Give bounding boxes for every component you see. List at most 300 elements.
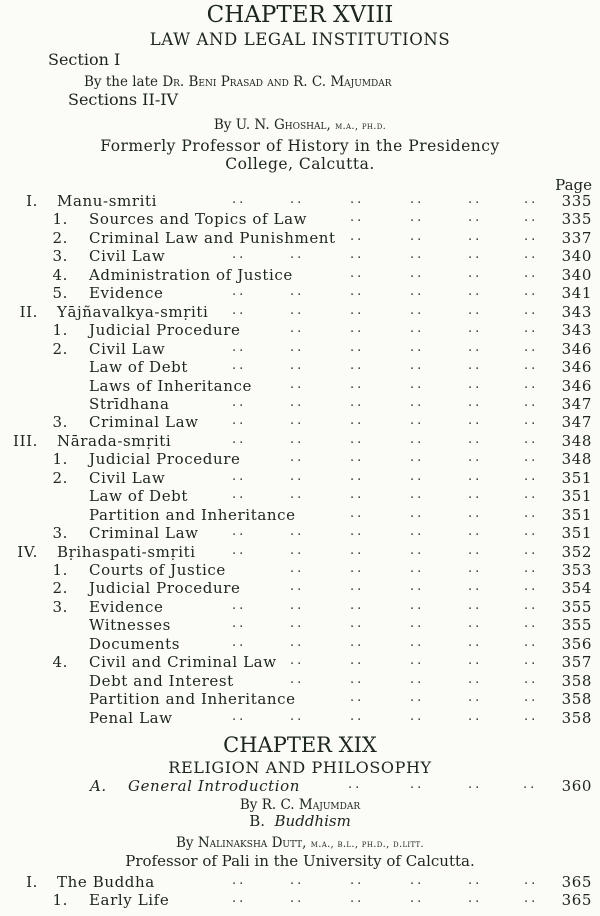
leader-dots: .. bbox=[468, 321, 483, 337]
entry-number: 5. bbox=[52, 284, 68, 303]
page-number: 348 bbox=[561, 450, 592, 469]
chapter-18-subtitle: LAW AND LEGAL INSTITUTIONS bbox=[149, 30, 451, 49]
toc-entry[interactable] bbox=[0, 192, 600, 210]
leader-dots: .. bbox=[350, 524, 365, 540]
leader-dots: .. bbox=[232, 597, 247, 613]
entry-title: Manu-smriti bbox=[57, 192, 158, 210]
leader-dots: .. bbox=[468, 394, 483, 410]
leader-dots: .. bbox=[232, 431, 247, 447]
degrees: m.a., ph.d. bbox=[335, 121, 387, 132]
toc-entry[interactable] bbox=[0, 891, 600, 909]
entry-number: 3. bbox=[52, 247, 68, 266]
toc-entry[interactable] bbox=[0, 579, 600, 597]
page-number: 340 bbox=[561, 265, 592, 284]
leader-dots: .. bbox=[468, 284, 483, 300]
page-number: 352 bbox=[561, 542, 592, 561]
leader-dots: .. bbox=[350, 579, 365, 595]
leader-dots: .. bbox=[410, 450, 425, 466]
entry-title: Civil Law bbox=[89, 247, 166, 266]
leader-dots: .. bbox=[410, 431, 425, 447]
leader-dots: .. bbox=[350, 891, 365, 907]
leader-dots: .. bbox=[468, 708, 483, 724]
toc-entry[interactable] bbox=[0, 321, 600, 339]
leader-dots: .. bbox=[350, 616, 365, 632]
toc-entry[interactable] bbox=[0, 303, 600, 321]
leader-dots: .. bbox=[524, 690, 539, 706]
leader-dots: .. bbox=[410, 413, 425, 429]
leader-dots: .. bbox=[524, 542, 539, 558]
leader-dots: .. bbox=[410, 468, 425, 484]
leader-dots: .. bbox=[290, 671, 305, 687]
entry-title: Criminal Law and Punishment bbox=[89, 228, 336, 247]
entry-title: The Buddha bbox=[57, 873, 155, 891]
leader-dots: .. bbox=[350, 542, 365, 558]
leader-dots: .. bbox=[524, 265, 539, 281]
leader-dots: .. bbox=[232, 413, 247, 429]
toc-entry[interactable] bbox=[0, 229, 600, 247]
by-label: By R. C. bbox=[239, 797, 295, 813]
leader-dots: .. bbox=[410, 228, 425, 244]
leader-dots: .. bbox=[468, 431, 483, 447]
leader-dots: .. bbox=[232, 634, 247, 650]
leader-dots: .. bbox=[350, 339, 365, 355]
leader-dots: .. bbox=[524, 634, 539, 650]
leader-dots: .. bbox=[232, 192, 247, 207]
toc-entry[interactable] bbox=[0, 873, 600, 891]
leader-dots: .. bbox=[524, 358, 539, 374]
leader-dots: .. bbox=[350, 358, 365, 374]
toc-entry[interactable] bbox=[0, 561, 600, 579]
part-label: A. bbox=[90, 777, 107, 795]
leader-dots: .. bbox=[524, 873, 539, 888]
section-1-heading: Section I bbox=[48, 50, 121, 69]
leader-dots: .. bbox=[524, 376, 539, 392]
part-b-heading bbox=[0, 812, 600, 830]
affiliation-line-2: College, Calcutta. bbox=[225, 155, 375, 173]
toc-entry[interactable] bbox=[0, 709, 600, 727]
entry-number: IV. bbox=[17, 542, 38, 561]
page-number: 358 bbox=[561, 690, 592, 709]
leader-dots: .. bbox=[290, 487, 305, 503]
leader-dots: .. bbox=[350, 210, 365, 226]
leader-dots: .. bbox=[290, 358, 305, 374]
leader-dots: .. bbox=[468, 616, 483, 632]
leader-dots: .. bbox=[290, 708, 305, 724]
leader-dots: .. bbox=[468, 597, 483, 613]
by-label: By the late bbox=[84, 74, 159, 90]
chapter-18-title: CHAPTER XVIII bbox=[206, 2, 394, 28]
leader-dots: .. bbox=[524, 302, 539, 318]
page-number: 335 bbox=[561, 210, 592, 229]
entry-title: Bṛihaspati-smṛiti bbox=[57, 542, 196, 561]
leader-dots: .. bbox=[524, 487, 539, 503]
entry-title: Civil Law bbox=[89, 339, 166, 358]
leader-dots: .. bbox=[524, 210, 539, 226]
leader-dots: .. bbox=[350, 873, 365, 888]
leader-dots: .. bbox=[290, 597, 305, 613]
leader-dots: .. bbox=[524, 524, 539, 540]
leader-dots: .. bbox=[290, 321, 305, 337]
page-number: 351 bbox=[561, 524, 592, 543]
entry-number: 4. bbox=[52, 265, 68, 284]
leader-dots: .. bbox=[290, 192, 305, 207]
toc-entry[interactable] bbox=[0, 432, 600, 450]
leader-dots: .. bbox=[468, 247, 483, 263]
page-number: 357 bbox=[561, 653, 592, 672]
leader-dots: .. bbox=[468, 265, 483, 281]
leader-dots: .. bbox=[410, 321, 425, 337]
leader-dots: .. bbox=[232, 247, 247, 263]
leader-dots: .. bbox=[524, 616, 539, 632]
toc-entry[interactable] bbox=[0, 506, 600, 524]
leader-dots: .. bbox=[410, 690, 425, 706]
page-number: 340 bbox=[561, 247, 592, 266]
entry-title: Witnesses bbox=[89, 616, 171, 635]
leader-dots: .. bbox=[410, 192, 425, 207]
part-a-byline bbox=[0, 797, 600, 813]
page-number: 343 bbox=[561, 302, 592, 321]
leader-dots: .. bbox=[468, 634, 483, 650]
page-number: 347 bbox=[561, 394, 592, 413]
leader-dots: .. bbox=[290, 376, 305, 392]
page-column-header: Page bbox=[555, 176, 592, 194]
leader-dots: .. bbox=[523, 777, 538, 792]
leader-dots: .. bbox=[350, 413, 365, 429]
leader-dots: .. bbox=[524, 450, 539, 466]
leader-dots: .. bbox=[524, 671, 539, 687]
toc-entry[interactable] bbox=[0, 487, 600, 505]
page-number: 354 bbox=[561, 579, 592, 598]
author: Dr. Beni Prasad and R. C. Majumdar bbox=[162, 74, 392, 90]
entry-number: 3. bbox=[52, 413, 68, 432]
page-number: 358 bbox=[561, 671, 592, 690]
toc-entry[interactable] bbox=[0, 358, 600, 376]
entry-number: II. bbox=[19, 302, 38, 321]
leader-dots: .. bbox=[524, 653, 539, 669]
sections-2-4-byline bbox=[0, 117, 600, 133]
leader-dots: .. bbox=[350, 394, 365, 410]
leader-dots: .. bbox=[524, 228, 539, 244]
part-label: B. bbox=[249, 812, 265, 830]
leader-dots: .. bbox=[524, 284, 539, 300]
entry-number: 2. bbox=[52, 228, 68, 247]
leader-dots: .. bbox=[350, 321, 365, 337]
entry-number: I. bbox=[26, 873, 38, 891]
author: Nalinaksha Dutt, bbox=[197, 835, 307, 851]
entry-title: Administration of Justice bbox=[89, 265, 293, 284]
leader-dots: .. bbox=[468, 873, 483, 888]
leader-dots: .. bbox=[410, 873, 425, 888]
leader-dots: .. bbox=[410, 653, 425, 669]
leader-dots: .. bbox=[290, 524, 305, 540]
leader-dots: .. bbox=[350, 708, 365, 724]
toc-entry[interactable] bbox=[0, 210, 600, 228]
leader-dots: .. bbox=[290, 247, 305, 263]
leader-dots: .. bbox=[524, 891, 539, 907]
leader-dots: .. bbox=[290, 561, 305, 576]
leader-dots: .. bbox=[232, 339, 247, 355]
leader-dots: .. bbox=[410, 339, 425, 355]
leader-dots: .. bbox=[350, 228, 365, 244]
leader-dots: .. bbox=[468, 468, 483, 484]
by-label: By U. N. bbox=[213, 117, 270, 133]
leader-dots: .. bbox=[468, 487, 483, 503]
leader-dots: .. bbox=[524, 561, 539, 576]
leader-dots: .. bbox=[350, 505, 365, 521]
leader-dots: .. bbox=[350, 468, 365, 484]
leader-dots: .. bbox=[350, 192, 365, 207]
leader-dots: .. bbox=[350, 653, 365, 669]
entry-title: Judicial Procedure bbox=[89, 579, 241, 598]
entry-title: Evidence bbox=[89, 597, 164, 616]
entry-number: 2. bbox=[52, 579, 68, 598]
page-number: 351 bbox=[561, 468, 592, 487]
entry-title: Sources and Topics of Law bbox=[89, 210, 308, 229]
leader-dots: .. bbox=[468, 777, 483, 792]
leader-dots: .. bbox=[350, 671, 365, 687]
entry-number: 1. bbox=[52, 210, 68, 229]
page-number: 351 bbox=[561, 505, 592, 524]
toc-entry-general-introduction[interactable] bbox=[0, 777, 600, 795]
entry-title: Evidence bbox=[89, 284, 164, 303]
entry-number: III. bbox=[13, 431, 38, 450]
leader-dots: .. bbox=[232, 524, 247, 540]
entry-number: 2. bbox=[52, 339, 68, 358]
leader-dots: .. bbox=[524, 468, 539, 484]
leader-dots: .. bbox=[232, 873, 247, 888]
leader-dots: .. bbox=[468, 690, 483, 706]
leader-dots: .. bbox=[524, 321, 539, 337]
page-number: 360 bbox=[561, 777, 592, 795]
entry-number: 2. bbox=[52, 468, 68, 487]
leader-dots: .. bbox=[348, 777, 363, 792]
leader-dots: .. bbox=[410, 524, 425, 540]
toc-entry[interactable] bbox=[0, 653, 600, 671]
leader-dots: .. bbox=[410, 284, 425, 300]
leader-dots: .. bbox=[524, 597, 539, 613]
entry-title: Criminal Law bbox=[89, 413, 199, 432]
author: Majumdar bbox=[298, 797, 361, 813]
entry-title: Judicial Procedure bbox=[89, 450, 241, 469]
leader-dots: .. bbox=[410, 561, 425, 576]
leader-dots: .. bbox=[350, 302, 365, 318]
section-1-byline bbox=[84, 74, 392, 90]
leader-dots: .. bbox=[232, 616, 247, 632]
entry-title: Courts of Justice bbox=[89, 561, 226, 579]
toc-entry[interactable] bbox=[0, 635, 600, 653]
leader-dots: .. bbox=[410, 542, 425, 558]
part-b-affiliation: Professor of Pali in the University of Calcutta. bbox=[125, 852, 475, 870]
sections-2-4-heading: Sections II-IV bbox=[68, 90, 179, 109]
leader-dots: .. bbox=[350, 634, 365, 650]
leader-dots: .. bbox=[350, 597, 365, 613]
leader-dots: .. bbox=[290, 542, 305, 558]
entry-title: Civil Law bbox=[89, 468, 166, 487]
page-number: 343 bbox=[561, 321, 592, 340]
entry-title: Criminal Law bbox=[89, 524, 199, 543]
page-number: 358 bbox=[561, 708, 592, 727]
leader-dots: .. bbox=[468, 376, 483, 392]
chapter-19-subtitle: RELIGION AND PHILOSOPHY bbox=[168, 758, 432, 777]
leader-dots: .. bbox=[350, 376, 365, 392]
page-number: 356 bbox=[561, 634, 592, 653]
entry-title: Yājñavalkya-smṛiti bbox=[57, 302, 209, 321]
toc-entry[interactable] bbox=[0, 450, 600, 468]
entry-number: 3. bbox=[52, 524, 68, 543]
toc-entry[interactable] bbox=[0, 543, 600, 561]
leader-dots: .. bbox=[232, 708, 247, 724]
page-number: 365 bbox=[561, 873, 592, 891]
leader-dots: .. bbox=[410, 891, 425, 907]
leader-dots: .. bbox=[410, 579, 425, 595]
leader-dots: .. bbox=[410, 247, 425, 263]
page-number: 346 bbox=[561, 376, 592, 395]
leader-dots: .. bbox=[350, 284, 365, 300]
author: Ghoshal, bbox=[273, 117, 331, 133]
leader-dots: .. bbox=[468, 505, 483, 521]
entry-title: Law of Debt bbox=[89, 358, 188, 377]
leader-dots: .. bbox=[468, 413, 483, 429]
toc-entry[interactable] bbox=[0, 340, 600, 358]
leader-dots: .. bbox=[290, 339, 305, 355]
entry-title: Partition and Inheritance bbox=[89, 690, 296, 709]
leader-dots: .. bbox=[468, 302, 483, 318]
page-number: 346 bbox=[561, 358, 592, 377]
leader-dots: .. bbox=[290, 431, 305, 447]
page-number: 346 bbox=[561, 339, 592, 358]
toc-entry[interactable] bbox=[0, 284, 600, 302]
leader-dots: .. bbox=[468, 579, 483, 595]
entry-number: 3. bbox=[52, 597, 68, 616]
leader-dots: .. bbox=[290, 302, 305, 318]
entry-title: Judicial Procedure bbox=[89, 321, 241, 340]
leader-dots: .. bbox=[410, 597, 425, 613]
toc-entry[interactable] bbox=[0, 377, 600, 395]
leader-dots: .. bbox=[410, 487, 425, 503]
leader-dots: .. bbox=[290, 873, 305, 888]
leader-dots: .. bbox=[290, 616, 305, 632]
part-b-byline bbox=[0, 835, 600, 851]
leader-dots: .. bbox=[350, 487, 365, 503]
entry-number: I. bbox=[26, 192, 38, 210]
page-number: 355 bbox=[561, 597, 592, 616]
leader-dots: .. bbox=[468, 891, 483, 907]
leader-dots: .. bbox=[468, 192, 483, 207]
entry-title: Documents bbox=[89, 634, 181, 653]
entry-number: 1. bbox=[52, 321, 68, 340]
leader-dots: .. bbox=[524, 579, 539, 595]
by-label: By bbox=[175, 835, 194, 851]
leader-dots: .. bbox=[468, 671, 483, 687]
leader-dots: .. bbox=[468, 339, 483, 355]
leader-dots: .. bbox=[232, 284, 247, 300]
leader-dots: .. bbox=[350, 561, 365, 576]
leader-dots: .. bbox=[524, 413, 539, 429]
leader-dots: .. bbox=[524, 192, 539, 207]
leader-dots: .. bbox=[232, 358, 247, 374]
leader-dots: .. bbox=[468, 561, 483, 576]
leader-dots: .. bbox=[232, 487, 247, 503]
leader-dots: .. bbox=[410, 376, 425, 392]
page-number: 355 bbox=[561, 616, 592, 635]
leader-dots: .. bbox=[410, 394, 425, 410]
leader-dots: .. bbox=[290, 468, 305, 484]
leader-dots: .. bbox=[232, 542, 247, 558]
leader-dots: .. bbox=[232, 394, 247, 410]
page-number: 335 bbox=[561, 192, 592, 210]
entry-title: Civil and Criminal Law bbox=[89, 653, 277, 672]
toc-entry[interactable] bbox=[0, 247, 600, 265]
toc-entry[interactable] bbox=[0, 266, 600, 284]
leader-dots: .. bbox=[410, 777, 425, 792]
leader-dots: .. bbox=[410, 708, 425, 724]
entry-title: Law of Debt bbox=[89, 487, 188, 506]
leader-dots: .. bbox=[290, 891, 305, 907]
leader-dots: .. bbox=[290, 394, 305, 410]
leader-dots: .. bbox=[350, 431, 365, 447]
leader-dots: .. bbox=[290, 653, 305, 669]
leader-dots: .. bbox=[410, 265, 425, 281]
leader-dots: .. bbox=[350, 690, 365, 706]
toc-entry[interactable] bbox=[0, 690, 600, 708]
toc-entry[interactable] bbox=[0, 395, 600, 413]
leader-dots: .. bbox=[232, 891, 247, 907]
leader-dots: .. bbox=[410, 358, 425, 374]
entry-number: 4. bbox=[52, 653, 68, 672]
entry-title: Partition and Inheritance bbox=[89, 505, 296, 524]
leader-dots: .. bbox=[468, 653, 483, 669]
leader-dots: .. bbox=[410, 302, 425, 318]
leader-dots: .. bbox=[468, 228, 483, 244]
page-number: 365 bbox=[561, 891, 592, 910]
toc-entry[interactable] bbox=[0, 524, 600, 542]
leader-dots: .. bbox=[350, 247, 365, 263]
leader-dots: .. bbox=[524, 394, 539, 410]
page-number: 351 bbox=[561, 487, 592, 506]
entry-title: Penal Law bbox=[89, 708, 173, 727]
leader-dots: .. bbox=[410, 210, 425, 226]
toc-entry[interactable] bbox=[0, 469, 600, 487]
leader-dots: .. bbox=[290, 634, 305, 650]
leader-dots: .. bbox=[524, 339, 539, 355]
leader-dots: .. bbox=[410, 505, 425, 521]
toc-entry[interactable] bbox=[0, 672, 600, 690]
entry-title: Laws of Inheritance bbox=[89, 376, 252, 395]
leader-dots: .. bbox=[290, 450, 305, 466]
leader-dots: .. bbox=[350, 450, 365, 466]
leader-dots: .. bbox=[468, 210, 483, 226]
toc-entry[interactable] bbox=[0, 598, 600, 616]
entry-title: Nārada-smṛiti bbox=[57, 431, 172, 450]
entry-title: Early Life bbox=[89, 891, 170, 910]
leader-dots: .. bbox=[410, 616, 425, 632]
entry-number: 1. bbox=[52, 450, 68, 469]
page-number: 348 bbox=[561, 431, 592, 450]
toc-entry[interactable] bbox=[0, 616, 600, 634]
leader-dots: .. bbox=[350, 265, 365, 281]
entry-title: General Introduction bbox=[128, 777, 301, 795]
affiliation-line-1: Formerly Professor of History in the Presidency bbox=[100, 137, 500, 155]
entry-title: Strīdhana bbox=[89, 394, 170, 413]
entry-number: 1. bbox=[52, 561, 68, 579]
leader-dots: .. bbox=[524, 708, 539, 724]
leader-dots: .. bbox=[232, 302, 247, 318]
leader-dots: .. bbox=[468, 524, 483, 540]
page-number: 341 bbox=[561, 284, 592, 303]
leader-dots: .. bbox=[468, 358, 483, 374]
leader-dots: .. bbox=[290, 284, 305, 300]
toc-entry[interactable] bbox=[0, 413, 600, 431]
